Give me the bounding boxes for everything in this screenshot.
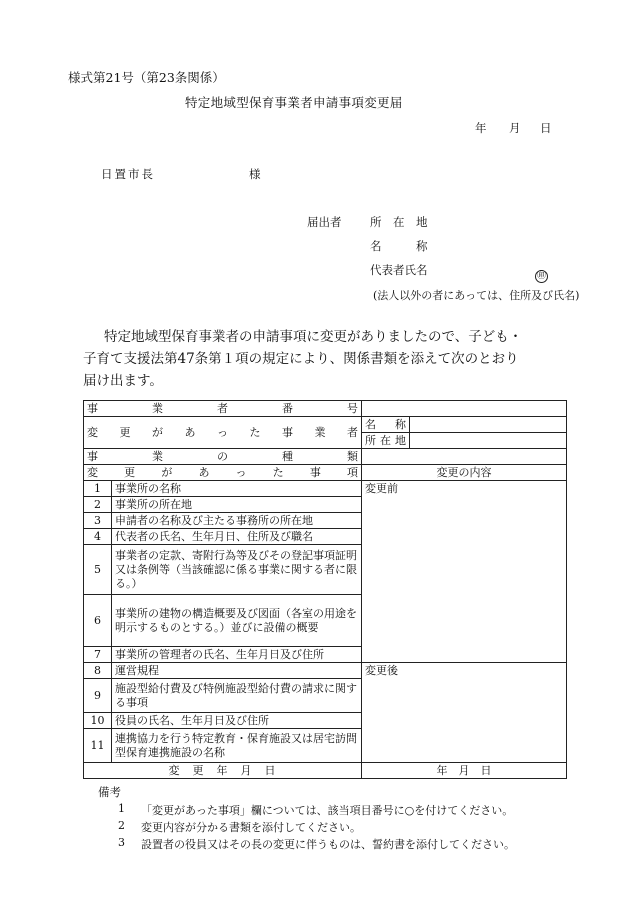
item-number[interactable]: 6 [84,595,112,647]
representative-label: 代表者氏名 [370,263,428,277]
business-number-field[interactable] [362,401,567,417]
body-line-2: 子育て支援法第47条第１項の規定により、関係書類を添えて次のとおり [83,351,519,367]
business-name-field[interactable] [410,417,567,433]
item-text: 運営規程 [112,663,362,679]
form-number: 様式第21号（第23条関係） [68,70,225,85]
remark-text: 設置者の役員又はその長の変更に伴うものは、誓約書を添付してください。 [141,838,515,851]
body-line-3: 届け出ます。 [83,373,163,389]
item-number[interactable]: 4 [84,529,112,545]
business-type-field[interactable] [362,449,567,465]
remarks-title: 備考 [98,785,121,799]
item-number[interactable]: 3 [84,513,112,529]
item-text: 申請者の名称及び主たる事務所の所在地 [112,513,362,529]
remark-number: 1 [118,802,125,815]
remark-text: 変更内容が分かる書類を添付してください。 [141,821,361,834]
address-label: 所 在 地 [370,215,428,229]
change-date-label: 変 更 年 月 日 [84,763,362,779]
item-number[interactable]: 10 [84,713,112,729]
seal-mark [535,263,548,283]
changed-business-label: 変更があった事業者 [84,417,362,449]
name-label: 名 称 [370,239,428,253]
remark-number: 3 [118,836,125,849]
item-text: 事業所の所在地 [112,497,362,513]
business-location-label: 所在地 [362,433,410,449]
item-number[interactable]: 7 [84,647,112,663]
item-text: 事業者の定款、寄附行為等及びその登記事項証明又は条例等（当該確認に係る事業に関する者に限る。） [112,545,362,595]
date-day: 日 [540,121,552,135]
item-text: 役員の氏名、生年月日及び住所 [112,713,362,729]
before-change-cell[interactable] [362,481,567,663]
change-contents-header: 変更の内容 [362,465,567,481]
addressee-honorific: 様 [249,167,261,181]
item-number[interactable]: 9 [84,679,112,713]
business-name-label: 名 称 [362,417,410,433]
item-text: 連携協力を行う特定教育・保育施設又は居宅訪問型保育連携施設の名称 [112,729,362,763]
applicant-note: (法人以外の者にあっては、住所及び氏名) [373,289,580,302]
addressee-name: 日置市長 [101,167,155,181]
business-type-label: 事業の種類 [84,449,362,465]
remark-text: 「変更があった事項」欄については、該当項目番号に○を付けてください。 [141,804,514,817]
item-text: 施設型給付費及び特例施設型給付費の請求に関する事項 [112,679,362,713]
after-change-label: 変更後 [365,664,398,677]
before-change-label: 変更前 [365,482,398,495]
item-number[interactable]: 11 [84,729,112,763]
after-change-cell[interactable] [362,663,567,763]
change-date-field[interactable]: 年 月 日 [362,763,567,779]
applicant-label: 届出者 [307,215,342,229]
change-notification-table [83,400,567,779]
remark-number: 2 [118,819,125,832]
business-number-label: 事業者番号 [84,401,362,417]
date-year: 年 [475,121,487,135]
date-month: 月 [509,121,521,135]
body-line-1: 特定地域型保育事業者の申請事項に変更がありましたので、子ども・ [104,329,523,345]
page-title: 特定地域型保育事業者申請事項変更届 [185,95,403,110]
business-location-field[interactable] [410,433,567,449]
item-number[interactable]: 1 [84,481,112,497]
item-text: 事業所の建物の構造概要及び図面（各室の用途を明示するものとする。）並びに設備の概要 [112,595,362,647]
item-text: 事業所の名称 [112,481,362,497]
item-text: 代表者の氏名、生年月日、住所及び職名 [112,529,362,545]
item-text: 事業所の管理者の氏名、生年月日及び住所 [112,647,362,663]
changed-items-header: 変更があった事項 [84,465,362,481]
item-number[interactable]: 8 [84,663,112,679]
item-number[interactable]: 5 [84,545,112,595]
item-number[interactable]: 2 [84,497,112,513]
seal-icon: ㊞ [536,271,546,281]
